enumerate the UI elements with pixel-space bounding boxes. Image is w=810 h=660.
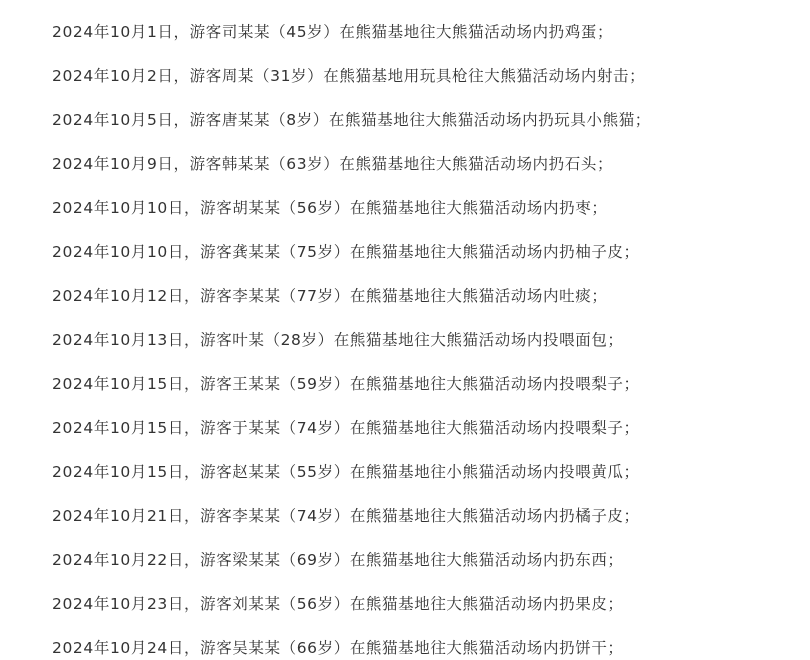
- record-line: 2024年10月10日，游客龚某某（75岁）在熊猫基地往大熊猫活动场内扔柚子皮；: [52, 243, 640, 261]
- record-line: 2024年10月2日，游客周某（31岁）在熊猫基地用玩具枪往大熊猫活动场内射击；: [52, 67, 646, 85]
- record-line: 2024年10月15日，游客王某某（59岁）在熊猫基地往大熊猫活动场内投喂梨子；: [52, 375, 640, 393]
- record-line: 2024年10月24日，游客吴某某（66岁）在熊猫基地往大熊猫活动场内扔饼干；: [52, 639, 624, 657]
- record-line: 2024年10月21日，游客李某某（74岁）在熊猫基地往大熊猫活动场内扔橘子皮；: [52, 507, 640, 525]
- record-line: 2024年10月1日，游客司某某（45岁）在熊猫基地往大熊猫活动场内扔鸡蛋；: [52, 23, 614, 41]
- record-line: 2024年10月12日，游客李某某（77岁）在熊猫基地往大熊猫活动场内吐痰；: [52, 287, 608, 305]
- record-line: 2024年10月13日，游客叶某（28岁）在熊猫基地往大熊猫活动场内投喂面包；: [52, 331, 624, 349]
- record-line: 2024年10月9日，游客韩某某（63岁）在熊猫基地往大熊猫活动场内扔石头；: [52, 155, 614, 173]
- record-line: 2024年10月10日，游客胡某某（56岁）在熊猫基地往大熊猫活动场内扔枣；: [52, 199, 608, 217]
- record-line: 2024年10月15日，游客于某某（74岁）在熊猫基地往大熊猫活动场内投喂梨子；: [52, 419, 640, 437]
- record-line: 2024年10月22日，游客梁某某（69岁）在熊猫基地往大熊猫活动场内扔东西；: [52, 551, 624, 569]
- record-line: 2024年10月23日，游客刘某某（56岁）在熊猫基地往大熊猫活动场内扔果皮；: [52, 595, 624, 613]
- record-line: 2024年10月15日，游客赵某某（55岁）在熊猫基地往小熊猫活动场内投喂黄瓜；: [52, 463, 640, 481]
- record-line: 2024年10月5日，游客唐某某（8岁）在熊猫基地往大熊猫活动场内扔玩具小熊猫；: [52, 111, 651, 129]
